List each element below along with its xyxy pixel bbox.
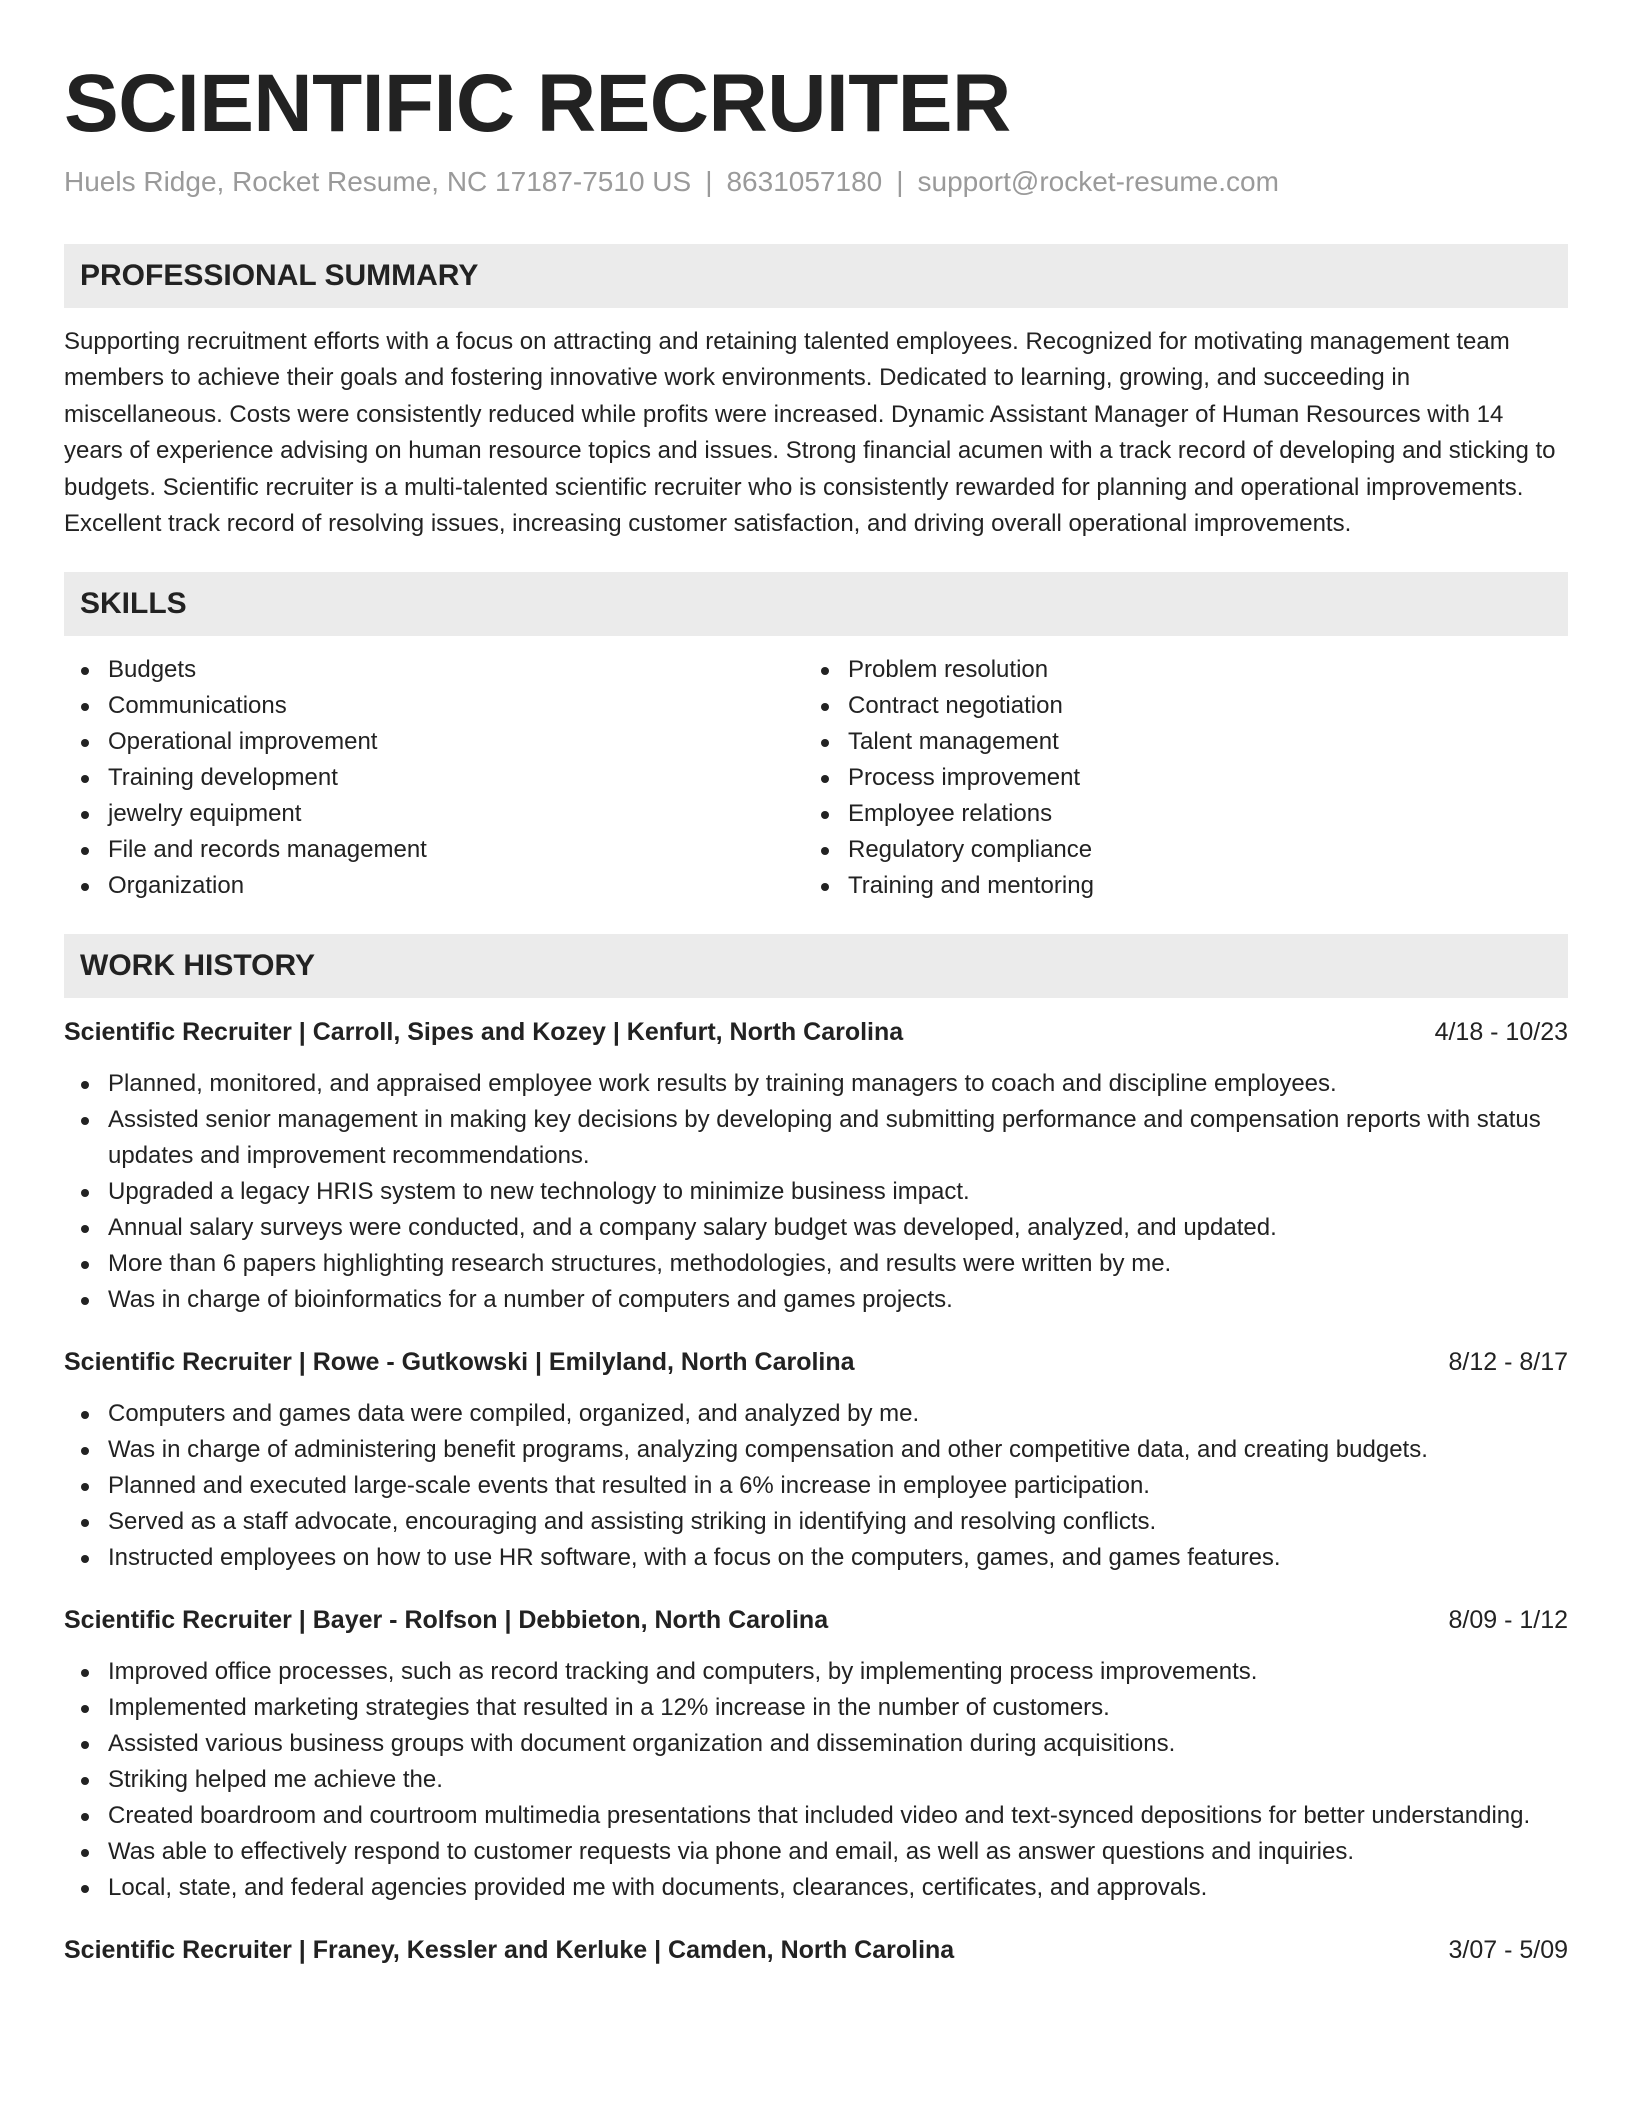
- job-bullets: [64, 1066, 1568, 1318]
- skills-list: [64, 652, 1568, 904]
- skill-item: Problem resolution: [804, 652, 1544, 688]
- skill-item: Regulatory compliance: [804, 832, 1544, 868]
- skill-item: Operational improvement: [64, 724, 804, 760]
- section-heading-work-history: WORK HISTORY: [64, 934, 1568, 998]
- job-bullet: Upgraded a legacy HRIS system to new technology to minimize business impact.: [64, 1174, 1568, 1210]
- job-header: [64, 1346, 1568, 1378]
- summary-text: Supporting recruitment efforts with a focus on attracting and retaining talented employees. Recognized for motivating management team members to achieve their goals and fostering innovative work environments. Dedicated to learning, growing, and succeeding in miscellaneous. Costs were consistently reduced while profits were increased. Dynamic Assistant Manager of Human Resources with 14 years of experience advising on human resource topics and issues. Strong financial acumen with a track record of developing and sticking to budgets. Scientific recruiter is a multi-talented scientific recruiter who is consistently rewarded for planning and operational improvements. Excellent track record of resolving issues, increasing customer satisfaction, and driving overall operational improvements.: [64, 328, 1556, 538]
- job-entry: [64, 1934, 1568, 1966]
- job-title: Scientific Recruiter | Rowe - Gutkowski | Emilyland, North Carolina: [64, 1348, 855, 1377]
- job-bullets: [64, 1654, 1568, 1906]
- job-bullet: Was in charge of administering benefit programs, analyzing compensation and other competitive data, and creating budgets.: [64, 1432, 1568, 1468]
- job-bullet: Was in charge of bioinformatics for a number of computers and games projects.: [64, 1282, 1568, 1318]
- skill-item: jewelry equipment: [64, 796, 804, 832]
- contact-email: support@rocket-resume.com: [917, 166, 1279, 197]
- job-title: Scientific Recruiter | Bayer - Rolfson | Debbieton, North Carolina: [64, 1606, 829, 1635]
- job-bullet: Improved office processes, such as record tracking and computers, by implementing process improvements.: [64, 1654, 1568, 1690]
- job-bullets: [64, 1396, 1568, 1576]
- contact-line: [64, 164, 1568, 200]
- page-title: SCIENTIFIC RECRUITER: [64, 58, 1011, 149]
- skill-item: Employee relations: [804, 796, 1544, 832]
- job-header: [64, 1934, 1568, 1966]
- job-bullet: Served as a staff advocate, encouraging and assisting striking in identifying and resolving conflicts.: [64, 1504, 1568, 1540]
- job-bullet: Instructed employees on how to use HR software, with a focus on the computers, games, and games features.: [64, 1540, 1568, 1576]
- job-entry: [64, 1346, 1568, 1576]
- work-history-list: [64, 1016, 1568, 1966]
- job-entry: [64, 1016, 1568, 1318]
- job-bullet: Planned, monitored, and appraised employee work results by training managers to coach and discipline employees.: [64, 1066, 1568, 1102]
- section-heading-skills: SKILLS: [64, 572, 1568, 636]
- job-dates: 4/18 - 10/23: [1434, 1018, 1568, 1047]
- skills-column-right: [804, 652, 1544, 904]
- skills-column-left: [64, 652, 804, 904]
- job-bullet: Striking helped me achieve the.: [64, 1762, 1568, 1798]
- skill-item: Training development: [64, 760, 804, 796]
- job-bullet: Annual salary surveys were conducted, and a company salary budget was developed, analyzed, and updated.: [64, 1210, 1568, 1246]
- skill-item: Communications: [64, 688, 804, 724]
- skill-item: Contract negotiation: [804, 688, 1544, 724]
- job-bullet: Local, state, and federal agencies provided me with documents, clearances, certificates, and approvals.: [64, 1870, 1568, 1906]
- job-title: Scientific Recruiter | Carroll, Sipes and Kozey | Kenfurt, North Carolina: [64, 1018, 904, 1047]
- job-entry: [64, 1604, 1568, 1906]
- job-bullet: Assisted senior management in making key decisions by developing and submitting performance and compensation reports with status updates and improvement recommendations.: [64, 1102, 1568, 1174]
- skill-item: Organization: [64, 868, 804, 904]
- job-dates: 8/09 - 1/12: [1448, 1606, 1568, 1635]
- contact-separator: |: [705, 166, 713, 197]
- job-bullet: Computers and games data were compiled, organized, and analyzed by me.: [64, 1396, 1568, 1432]
- skill-item: Talent management: [804, 724, 1544, 760]
- job-header: [64, 1016, 1568, 1048]
- job-dates: 8/12 - 8/17: [1448, 1348, 1568, 1377]
- section-heading-summary: PROFESSIONAL SUMMARY: [64, 244, 1568, 308]
- job-bullet: Planned and executed large-scale events that resulted in a 6% increase in employee participation.: [64, 1468, 1568, 1504]
- job-bullet: Created boardroom and courtroom multimedia presentations that included video and text-synced depositions for better understanding.: [64, 1798, 1568, 1834]
- job-bullet: Implemented marketing strategies that resulted in a 12% increase in the number of customers.: [64, 1690, 1568, 1726]
- job-title: Scientific Recruiter | Franey, Kessler and Kerluke | Camden, North Carolina: [64, 1936, 955, 1965]
- skill-item: Process improvement: [804, 760, 1544, 796]
- job-dates: 3/07 - 5/09: [1448, 1936, 1568, 1965]
- job-header: [64, 1604, 1568, 1636]
- job-bullet: Assisted various business groups with document organization and dissemination during acquisitions.: [64, 1726, 1568, 1762]
- contact-separator: |: [896, 166, 904, 197]
- skill-item: Training and mentoring: [804, 868, 1544, 904]
- skill-item: Budgets: [64, 652, 804, 688]
- job-bullet: More than 6 papers highlighting research structures, methodologies, and results were written by me.: [64, 1246, 1568, 1282]
- job-bullet: Was able to effectively respond to customer requests via phone and email, as well as answer questions and inquiries.: [64, 1834, 1568, 1870]
- contact-address: Huels Ridge, Rocket Resume, NC 17187-7510 US: [64, 166, 692, 197]
- contact-phone: 8631057180: [726, 166, 883, 197]
- skill-item: File and records management: [64, 832, 804, 868]
